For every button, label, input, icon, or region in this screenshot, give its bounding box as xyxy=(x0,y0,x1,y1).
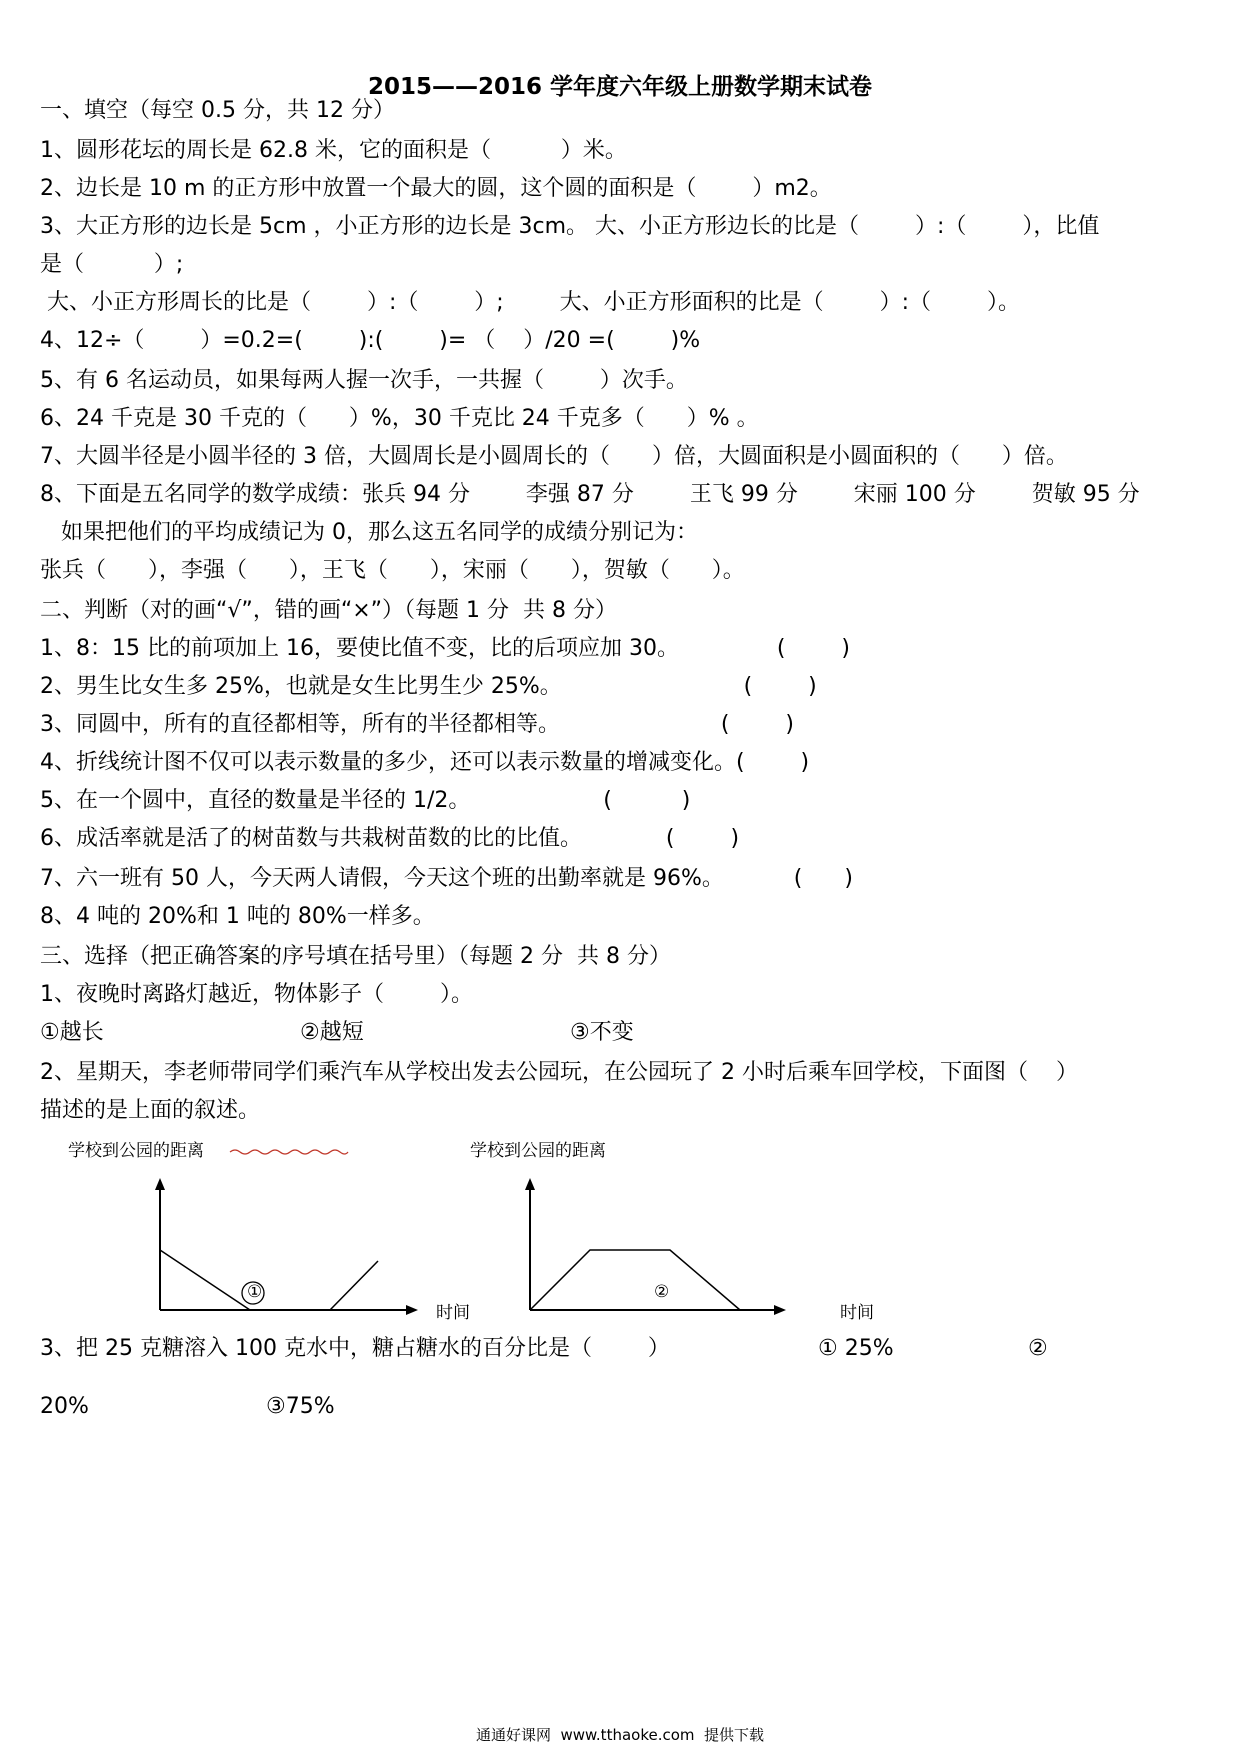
figure-1 xyxy=(60,1134,470,1334)
figure-1-number: ① xyxy=(247,1282,263,1302)
figure-2-number: ② xyxy=(654,1282,670,1302)
question-line: 8、下面是五名同学的数学成绩：张兵 94 分 李强 87 分 王飞 99 分 宋丽 100 分 贺敏 95 分 xyxy=(40,482,1140,507)
figure-1-xlabel: 时间 xyxy=(436,1303,470,1323)
figure-1-graph xyxy=(60,1134,460,1334)
option-b: ② xyxy=(1028,1336,1048,1361)
question-line: 2、星期天，李老师带同学们乘汽车从学校出发去公园玩，在公园玩了 2 小时后乘车回学校，下面图（ ） xyxy=(40,1060,1078,1085)
question-line: 6、24 千克是 30 千克的（ ）%，30 千克比 24 千克多（ ）% 。 xyxy=(40,406,759,431)
question-line: 3、同圆中，所有的直径都相等，所有的半径都相等。 ( ) xyxy=(40,712,794,737)
question-line: 2、边长是 10 m 的正方形中放置一个最大的圆，这个圆的面积是（ ）m2。 xyxy=(40,176,832,201)
option-a: ① 25% xyxy=(818,1336,894,1361)
question-line: 1、8：15 比的前项加上 16，要使比值不变，比的后项应加 30。 ( ) xyxy=(40,636,850,661)
question-line: 3、把 25 克糖溶入 100 克水中，糖占糖水的百分比是（ ） xyxy=(40,1336,670,1361)
section2-heading: 二、判断（对的画“√”，错的画“×”）（每题 1 分 共 8 分） xyxy=(40,598,617,623)
question-line: 5、在一个圆中，直径的数量是半径的 1/2。 ( ) xyxy=(40,788,691,813)
question-line: 7、六一班有 50 人，今天两人请假，今天这个班的出勤率就是 96%。 ( ) xyxy=(40,866,853,891)
figure-1-ylabel: 学校到公园的距离 xyxy=(68,1141,204,1161)
question-line: 描述的是上面的叙述。 xyxy=(40,1098,261,1123)
question-line: 6、成活率就是活了的树苗数与共栽树苗数的比的比值。 ( ) xyxy=(40,826,740,851)
question-line: 大、小正方形周长的比是（ ）:（ ）; 大、小正方形面积的比是（ ）:（ ）。 xyxy=(40,290,1020,315)
section1-heading: 一、填空（每空 0.5 分，共 12 分） xyxy=(40,98,395,123)
option-a: ①越长 xyxy=(40,1020,104,1045)
exam-title: 2015——2016 学年度六年级上册数学期末试卷 xyxy=(367,74,873,100)
question-line: 1、夜晚时离路灯越近，物体影子（ ）。 xyxy=(40,982,473,1007)
section3-heading: 三、选择（把正确答案的序号填在括号里）（每题 2 分 共 8 分） xyxy=(40,944,671,969)
question-line: 8、4 吨的 20%和 1 吨的 80%一样多。 xyxy=(40,904,435,929)
question-line: 是（ ）; xyxy=(40,252,184,277)
question-line: 如果把他们的平均成绩记为 0，那么这五名同学的成绩分别记为： xyxy=(40,520,698,545)
question-line: 张兵（ ），李强（ ），王飞（ ），宋丽（ ），贺敏（ ）。 xyxy=(40,558,745,583)
option-b: ②越短 xyxy=(300,1020,364,1045)
option-c: ③不变 xyxy=(570,1020,634,1045)
footer-credit: 通通好课网 www.tthaoke.com 提供下载 xyxy=(475,1726,765,1744)
question-line: 3、大正方形的边长是 5cm ，小正方形的边长是 3cm。 大、小正方形边长的比是（ ）:（ ），比值 xyxy=(40,214,1100,239)
question-line: 4、折线统计图不仅可以表示数量的多少，还可以表示数量的增减变化。( ) xyxy=(40,750,810,775)
option-b-value: 20% xyxy=(40,1394,89,1419)
figure-2-ylabel: 学校到公园的距离 xyxy=(470,1141,606,1161)
question-line: 7、大圆半径是小圆半径的 3 倍，大圆周长是小圆周长的（ ）倍，大圆面积是小圆面积的（ ）倍。 xyxy=(40,444,1068,469)
option-c: ③75% xyxy=(266,1394,335,1419)
question-line: 1、圆形花坛的周长是 62.8 米，它的面积是（ ）米。 xyxy=(40,138,627,163)
question-line: 2、男生比女生多 25%，也就是女生比男生少 25%。 ( ) xyxy=(40,674,817,699)
question-line: 4、12÷（ ）=0.2=( ):( )= （ ）/20 =( )% xyxy=(40,328,701,353)
question-line: 5、有 6 名运动员，如果每两人握一次手，一共握（ ）次手。 xyxy=(40,368,688,393)
figure-2 xyxy=(470,1134,930,1334)
figure-2-xlabel: 时间 xyxy=(840,1303,874,1323)
